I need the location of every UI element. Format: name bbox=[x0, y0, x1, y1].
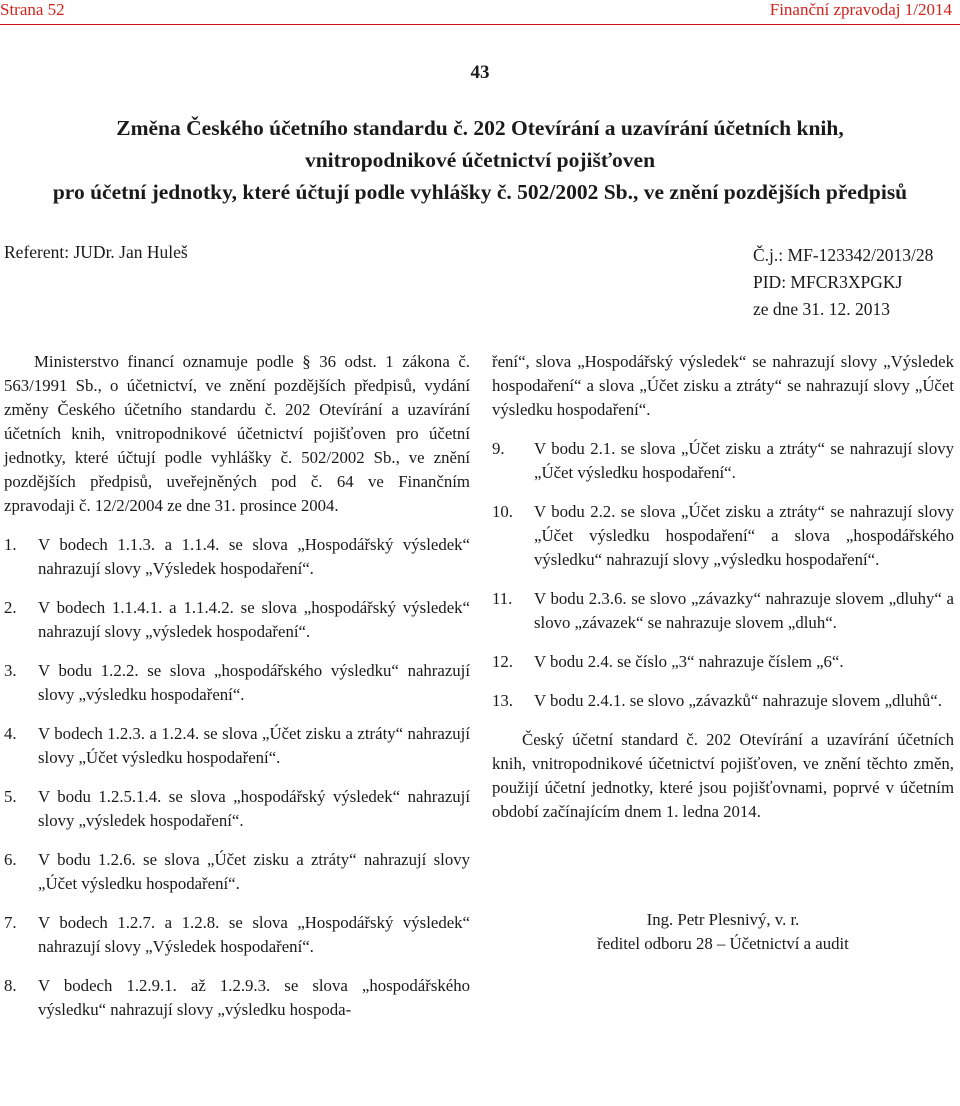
signatory-name: Ing. Petr Plesnivý, v. r. bbox=[646, 910, 800, 929]
item-text: V bodu 2.4.1. se slovo „závazků“ nahrazuje slovem „dluhů“. bbox=[534, 691, 942, 710]
item-text: V bodu 1.2.2. se slova „hospodářského výsledku“ nahrazují slovy „výsledku hospodaření“. bbox=[38, 661, 470, 704]
list-item bbox=[4, 533, 470, 581]
item-number: 7. bbox=[4, 913, 17, 932]
list-item bbox=[4, 659, 470, 707]
page-header bbox=[0, 0, 960, 20]
item-text: V bodu 1.2.5.1.4. se slova „hospodářský výsledek“ nahrazují slovy „výsledek hospodaření“. bbox=[38, 787, 470, 830]
item-number: 1. bbox=[4, 535, 17, 554]
signature-block bbox=[492, 908, 954, 956]
item-text: V bodu 2.2. se slova „Účet zisku a ztráty“ se nahrazují slovy „Účet výsledku hospodaření“ a slova „hospodářského výsledku“ nahrazují slovy „výsledku hospodaření“. bbox=[534, 502, 954, 569]
closing-paragraph: Český účetní standard č. 202 Otevírání a uzavírání účetních knih, vnitropodnikové účetnictví pojišťoven, ve znění těchto změn, použijí účetní jednotky, které jsou pojišťovnami, poprvé v účetním období začínajícím dnem 1. ledna 2014. bbox=[492, 730, 954, 821]
item-text: V bodech 1.2.3. a 1.2.4. se slova „Účet zisku a ztráty“ nahrazují slovy „Účet výsledku hospodaření“. bbox=[38, 724, 470, 767]
referent: Referent: JUDr. Jan Huleš bbox=[4, 242, 188, 262]
document-number: 43 bbox=[470, 62, 490, 83]
signatory-role: ředitel odboru 28 – Účetnictví a audit bbox=[597, 934, 849, 953]
header-rule bbox=[0, 24, 960, 25]
item-number: 11. bbox=[492, 589, 513, 608]
continuation-paragraph: ření“, slova „Hospodářský výsledek“ se nahrazují slovy „Výsledek hospodaření“ a slova „Účet zisku a ztráty“ se nahrazují slovy „Účet výsledku hospodaření“. bbox=[492, 352, 954, 419]
item-text: V bodech 1.1.3. a 1.1.4. se slova „Hospodářský výsledek“ nahrazují slovy „Výsledek hospodaření“. bbox=[38, 535, 470, 578]
list-item bbox=[4, 785, 470, 833]
list-item bbox=[4, 848, 470, 896]
reference-number: Č.j.: MF-123342/2013/28 bbox=[753, 245, 934, 265]
item-number: 6. bbox=[4, 850, 17, 869]
item-number: 3. bbox=[4, 661, 17, 680]
item-text: V bodech 1.1.4.1. a 1.1.4.2. se slova „hospodářský výsledek“ nahrazují slovy „výsledek hospodaření“. bbox=[38, 598, 470, 641]
item-number: 12. bbox=[492, 652, 513, 671]
item-number: 10. bbox=[492, 502, 513, 521]
title-line: Změna Českého účetního standardu č. 202 Otevírání a uzavírání účetních knih, bbox=[116, 116, 844, 140]
list-item bbox=[4, 974, 470, 1022]
title-line: vnitropodnikové účetnictví pojišťoven bbox=[304, 148, 656, 172]
list-item bbox=[4, 596, 470, 644]
list-item bbox=[492, 650, 954, 674]
pid: PID: MFCR3XPGKJ bbox=[753, 272, 903, 292]
journal-name: Finanční zpravodaj 1/2014 bbox=[769, 0, 952, 19]
list-item bbox=[4, 722, 470, 770]
item-number: 5. bbox=[4, 787, 17, 806]
list-item bbox=[492, 500, 954, 572]
reference-date: ze dne 31. 12. 2013 bbox=[753, 299, 891, 319]
item-text: V bodech 1.2.7. a 1.2.8. se slova „Hospodářský výsledek“ nahrazují slovy „Výsledek hospodaření“. bbox=[38, 913, 470, 956]
spacer bbox=[492, 713, 954, 728]
reference-block bbox=[753, 242, 933, 323]
item-number: 13. bbox=[492, 691, 513, 710]
left-column bbox=[4, 350, 470, 1022]
page-number: Strana 52 bbox=[0, 0, 65, 19]
list-item bbox=[4, 911, 470, 959]
item-number: 4. bbox=[4, 724, 17, 743]
item-number: 8. bbox=[4, 976, 17, 995]
list-item bbox=[492, 689, 954, 713]
item-text: V bodech 1.2.9.1. až 1.2.9.3. se slova „hospodářského výsledku“ nahrazují slovy „výsledku hospoda- bbox=[38, 976, 470, 1019]
title-line: pro účetní jednotky, které účtují podle vyhlášky č. 502/2002 Sb., ve znění pozdějších předpisů bbox=[52, 180, 908, 204]
list-item bbox=[492, 587, 954, 635]
list-item bbox=[492, 437, 954, 485]
item-text: V bodu 2.1. se slova „Účet zisku a ztráty“ se nahrazují slovy „Účet výsledku hospodaření“. bbox=[534, 439, 954, 482]
item-number: 9. bbox=[492, 439, 505, 458]
item-text: V bodu 2.3.6. se slovo „závazky“ nahrazuje slovem „dluhy“ a slovo „závazek“ se nahrazuje slovem „dluh“. bbox=[534, 589, 954, 632]
document-title bbox=[0, 112, 960, 208]
item-text: V bodu 2.4. se číslo „3“ nahrazuje číslem „6“. bbox=[534, 652, 844, 671]
item-number: 2. bbox=[4, 598, 17, 617]
intro-paragraph: Ministerstvo financí oznamuje podle § 36 odst. 1 zákona č. 563/1991 Sb., o účetnictví, ve znění pozdějších předpisů, vydání změny Českého účetního standardu č. 202 Otevírání a uzavírání účetních knih, vnitropodnikové účetnictví pojišťoven pro účetní jednotky, které účtují podle vyhlášky č. 502/2002 Sb., ve znění pozdějších předpisů, uveřejněných pod č. 64 ve Finančním zpravodaji č. 12/2/2004 ze dne 31. prosince 2004. bbox=[4, 352, 470, 515]
right-column bbox=[492, 350, 954, 956]
item-text: V bodu 1.2.6. se slova „Účet zisku a ztráty“ nahrazují slovy „Účet výsledku hospodaření“. bbox=[38, 850, 470, 893]
